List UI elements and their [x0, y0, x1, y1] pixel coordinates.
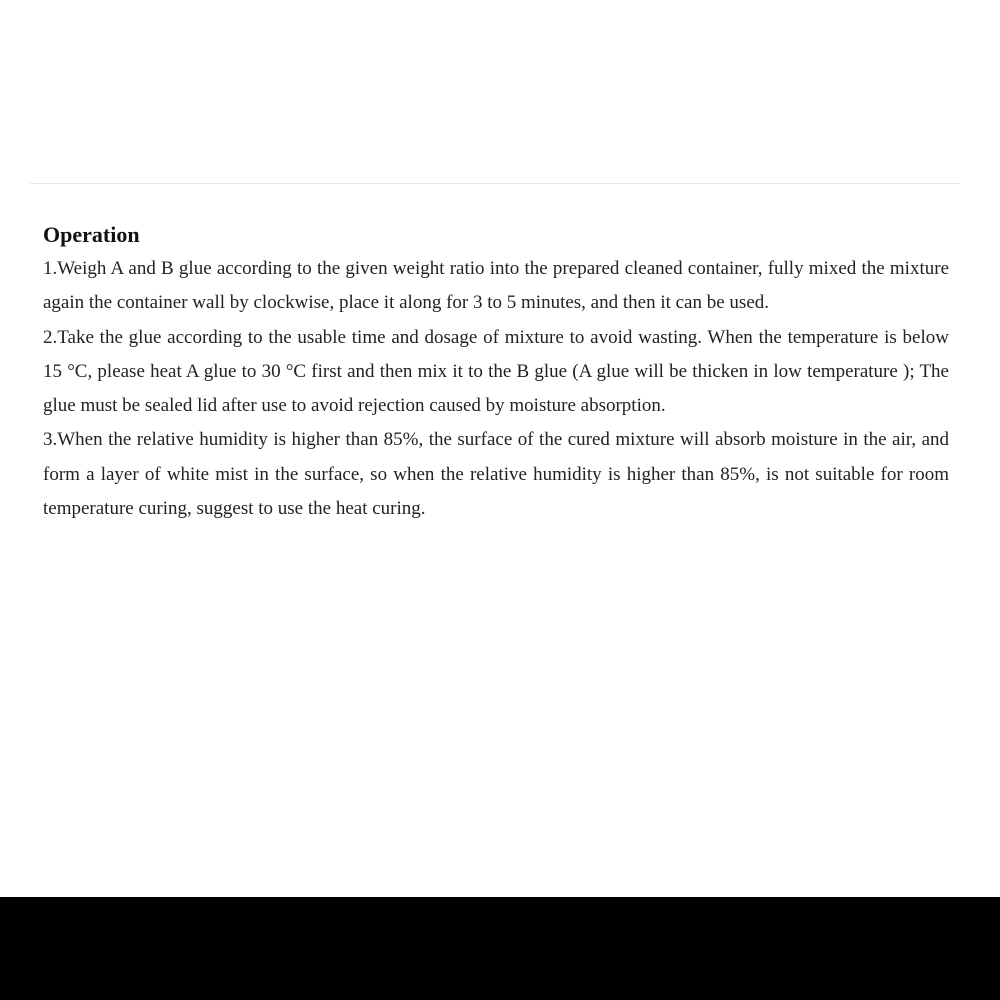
paragraph-step-3: 3.When the relative humidity is higher than 85%, the surface of the cured mixture will absorb moisture in the air, and form a layer of white mist in the surface, so when the relative humidity is higher than 85%, is not suitable for room temperature curing, suggest to use the heat curing. — [43, 429, 949, 520]
document-content — [43, 218, 949, 526]
paragraph-step-1: 1.Weigh A and B glue according to the given weight ratio into the prepared cleaned container, fully mixed the mixture again the container wall by clockwise, place it along for 3 to 5 minutes, and then it can be used. — [43, 258, 949, 314]
paragraph-step-2: 2.Take the glue according to the usable time and dosage of mixture to avoid wasting. When the temperature is below 15 °C, please heat A glue to 30 °C first and then mix it to the B glue (A glue will be thicken in low temperature ); The glue must be sealed lid after use to avoid rejection caused by moisture absorption. — [43, 326, 949, 417]
top-divider — [30, 183, 960, 184]
bottom-black-bar — [0, 897, 1000, 1000]
section-heading: Operation — [43, 222, 140, 247]
